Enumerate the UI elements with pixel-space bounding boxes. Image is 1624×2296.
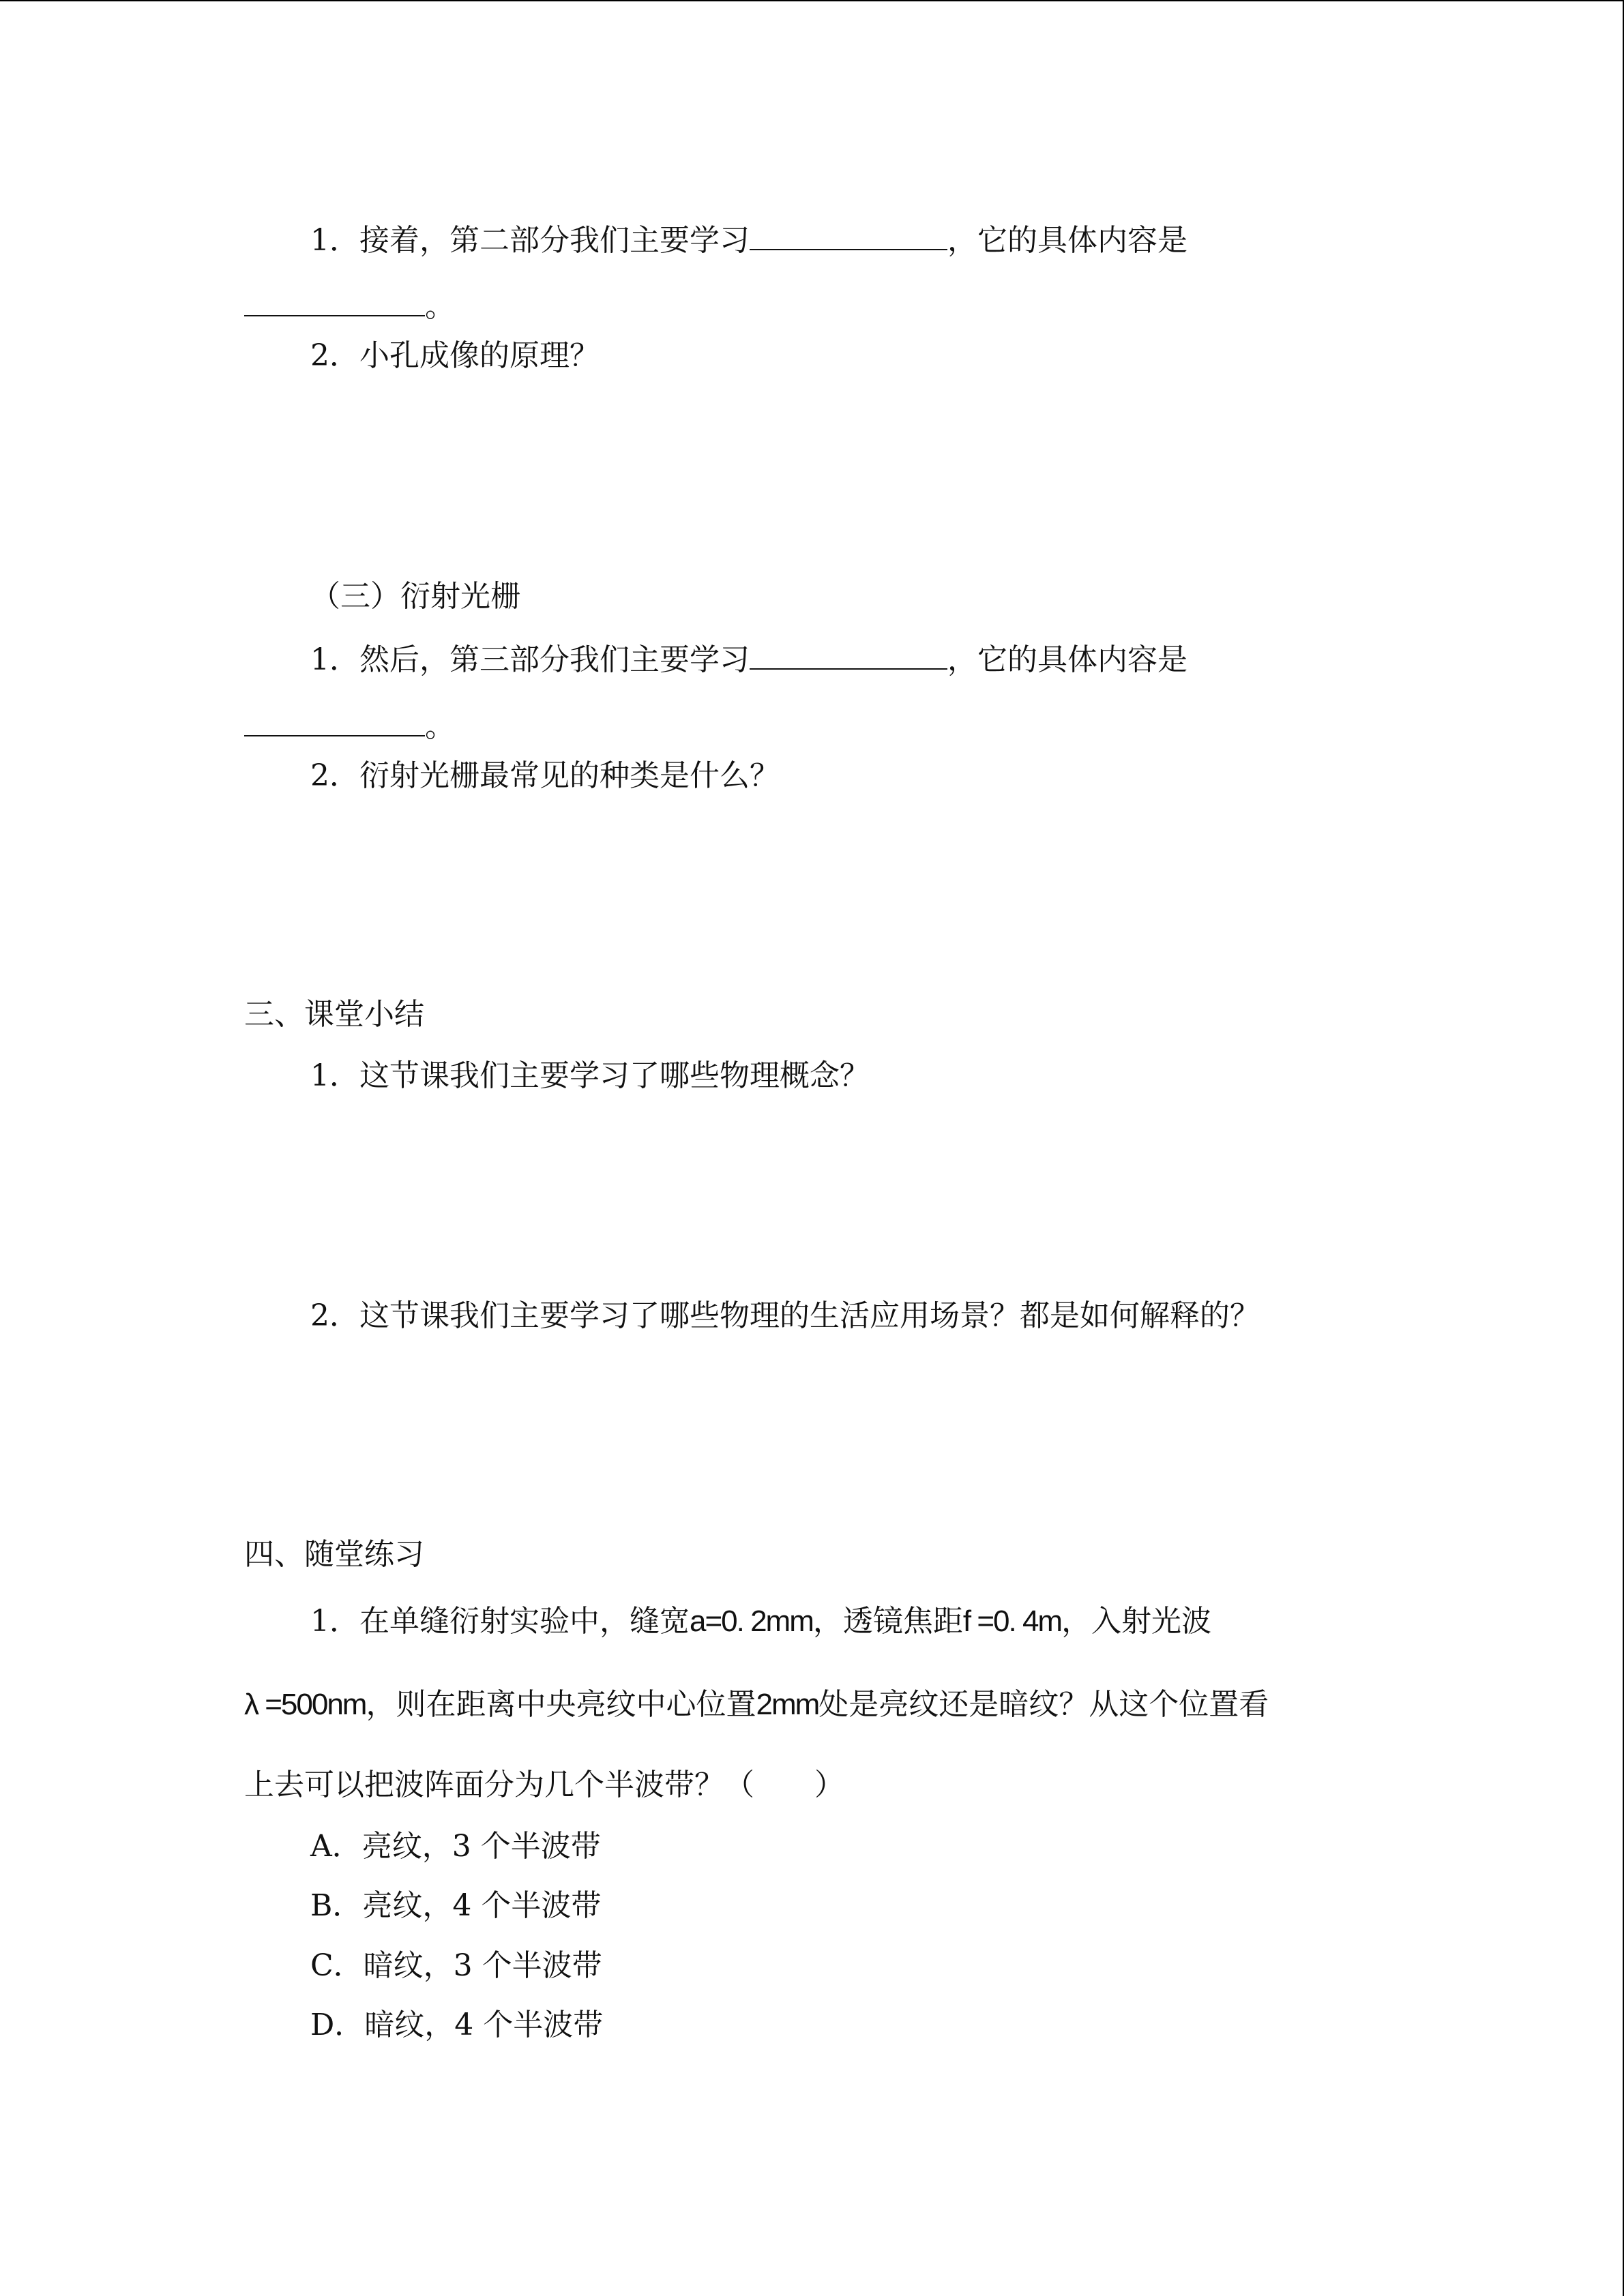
top-border	[0, 0, 1624, 1]
practice-question-1-line-1: 1．在单缝衍射实验中，缝宽a=0. 2mm，透镜焦距f =0. 4m，入射光波	[310, 1604, 1212, 1639]
option-b[interactable]: B．亮纹，4 个半波带	[310, 1888, 602, 1923]
answer-blank[interactable]	[244, 281, 425, 316]
answer-blank[interactable]	[750, 215, 947, 250]
part3-question-1: 1．然后，第三部分我们主要学习 ，它的具体内容是	[310, 634, 1187, 681]
section-heading-practice: 四、随堂练习	[244, 1537, 424, 1572]
option-c[interactable]: C．暗纹，3 个半波带	[310, 1948, 602, 1983]
part3-question-1-continued: 。	[244, 701, 455, 747]
part2-question-2: 2．小孔成像的原理？	[310, 338, 600, 373]
option-d[interactable]: D．暗纹，4 个半波带	[310, 2008, 604, 2042]
practice-question-1-line-3: 上去可以把波阵面分为几个半波带？（ ）	[244, 1768, 844, 1802]
part3-question-2: 2．衍射光栅最常见的种类是什么？	[310, 758, 780, 793]
answer-blank[interactable]	[750, 634, 947, 670]
summary-question-2: 2．这节课我们主要学习了哪些物理的生活应用场景？都是如何解释的？	[310, 1298, 1260, 1333]
part2-question-1: 1．接着，第二部分我们主要学习 ，它的具体内容是	[310, 215, 1187, 261]
option-a[interactable]: A．亮纹，3 个半波带	[310, 1829, 601, 1864]
answer-blank[interactable]	[244, 701, 425, 736]
summary-question-1: 1．这节课我们主要学习了哪些物理概念？	[310, 1058, 870, 1093]
part2-question-1-continued: 。	[244, 281, 455, 327]
section-heading-diffraction-grating: （三）衍射光栅	[310, 579, 520, 614]
section-heading-summary: 三、课堂小结	[244, 997, 424, 1032]
practice-question-1-line-2: λ =500nm，则在距离中央亮纹中心位置2mm处是亮纹还是暗纹？从这个位置看	[244, 1687, 1269, 1722]
